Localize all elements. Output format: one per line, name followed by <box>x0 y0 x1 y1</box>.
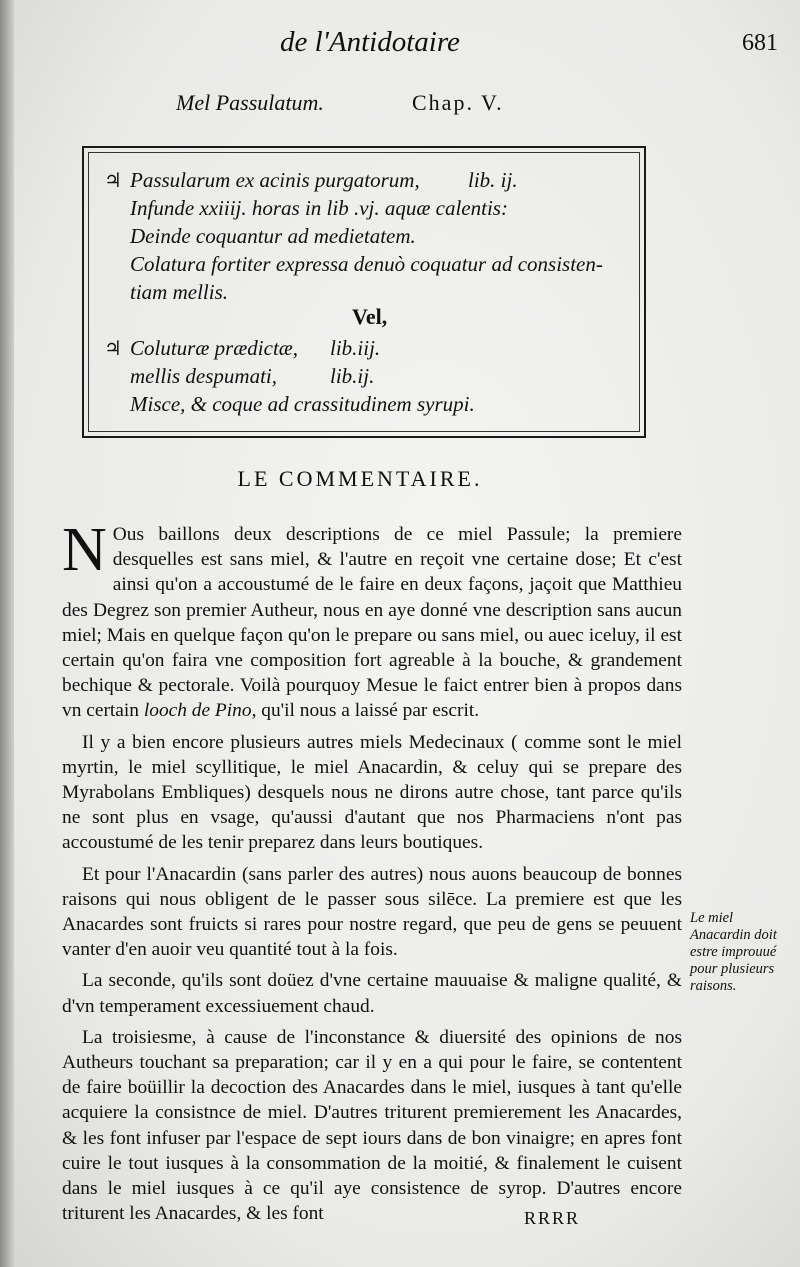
recipe-line: mellis despumati, <box>130 364 277 388</box>
binding-gutter <box>0 0 14 1267</box>
recipe-line: Misce, & coque ad crassitudinem syrupi. <box>130 392 475 416</box>
commentary-paragraph: La seconde, qu'ils sont doüez d'vne certaine mauuaise & maligne qualité, & d'vn temperament excessiuement chaud. <box>62 970 682 1017</box>
commentary-paragraph <box>62 516 682 724</box>
paragraph-text: , qu'il nous a laissé par escrit. <box>251 700 480 722</box>
recipe-line: Deinde coquantur ad medietatem. <box>130 224 416 248</box>
signature-mark: RRRR <box>524 1208 581 1228</box>
commentary-paragraph: Il y a bien encore plusieurs autres miels Medecinaux ( comme sont le miel myrtin, le miel scyllitique, le miel Anacardin, & celuy qui se prepare des Myrabolans Embliques) desquels nous ne dirons autre chose, tant parce qu'ils ne sont plus en vsage, qu'aussi d'autant que nos Pharmaciens n'ont pas accoustumé de les tenir preparez dans leurs boutiques. <box>62 731 682 854</box>
recipe-box <box>82 146 646 438</box>
page-number: 681 <box>742 30 778 56</box>
commentary-paragraph: La troisiesme, à cause de l'inconstance & diuersité des opinions de nos Autheurs touchant sa preparation; car il y en a qui pour le faire, se contentent de faire boüillir la decoction des Anacardes dans le miel, iusques à tant qu'elle acquiere la consistnce de miel. D'autres triturent premierement les Anacardes, & les font infuser par l'espace de sept iours dans de bon vinaigre; en apres font cuire le tout iusques à la consommation de la moitié, & finalement le cuisent dans le miel iusques à ce qu'il aye consistence de syrop. D'autres encore triturent les Anacardes, & les font <box>62 1026 682 1225</box>
recipe-alternative-label: Vel, <box>352 304 388 329</box>
commentary-title: LE COMMENTAIRE. <box>237 466 483 491</box>
paragraph-text: Ous baillons deux descriptions de ce miel Passule; la premiere desquelles est sans miel, & l'autre en reçoit vne certaine dose; Et c'est ainsi qu'on a accoustumé de le faire en deux façons, jaçoit que Matthieu des Degrez son premier Autheur, nous en aye donné vne description sans aucun miel; Mais en quelque façon qu'on le prepare ou sans miel, ou auec iceluy, il est certain qu'on faira vne composition fort agreable à la bouche, & grandement bechique & pectorale. Voilà pourquoy Mesue le faict entrer bien à propos dans vn certain <box>62 524 682 722</box>
recipe-line: Infunde xxiiij. horas in lib .vj. aquæ calentis: <box>130 196 508 220</box>
recipe-quantity: lib.iij. <box>330 336 381 360</box>
recipe-title: Mel Passulatum. <box>176 90 324 115</box>
commentary-body <box>62 516 682 1232</box>
recipe-quantity: lib.ij. <box>330 364 375 388</box>
commentary-paragraph: Et pour l'Anacardin (sans parler des autres) nous auons beaucoup de bonnes raisons qui nous obligent de le passer sous silēce. La premiere est que les Anacardes sont fruicts si rares pour nostre regard, que peu de gens se peuuent vanter d'en auoir veu quantité tout à la fois. <box>62 863 682 961</box>
recipe-line: Passularum ex acinis purgatorum, <box>130 168 420 192</box>
recipe-symbol-icon: ♃ <box>104 168 122 192</box>
chapter-heading: Chap. V. <box>412 90 504 115</box>
recipe-quantity: lib. ij. <box>468 168 518 192</box>
recipe-line: Coluturæ prædictæ, <box>130 336 299 360</box>
margin-note: Le miel Anacardin doit estre improuué pour plusieurs raisons. <box>690 910 777 994</box>
italic-term: looch de Pino <box>143 700 252 722</box>
recipe-line: Colatura fortiter expressa denuò coquatur ad consisten- <box>130 252 603 276</box>
running-title: de l'Antidotaire <box>280 26 460 58</box>
drop-cap: N <box>62 516 107 584</box>
recipe-line: tiam mellis. <box>130 280 228 304</box>
recipe-symbol-icon: ♃ <box>104 336 122 360</box>
